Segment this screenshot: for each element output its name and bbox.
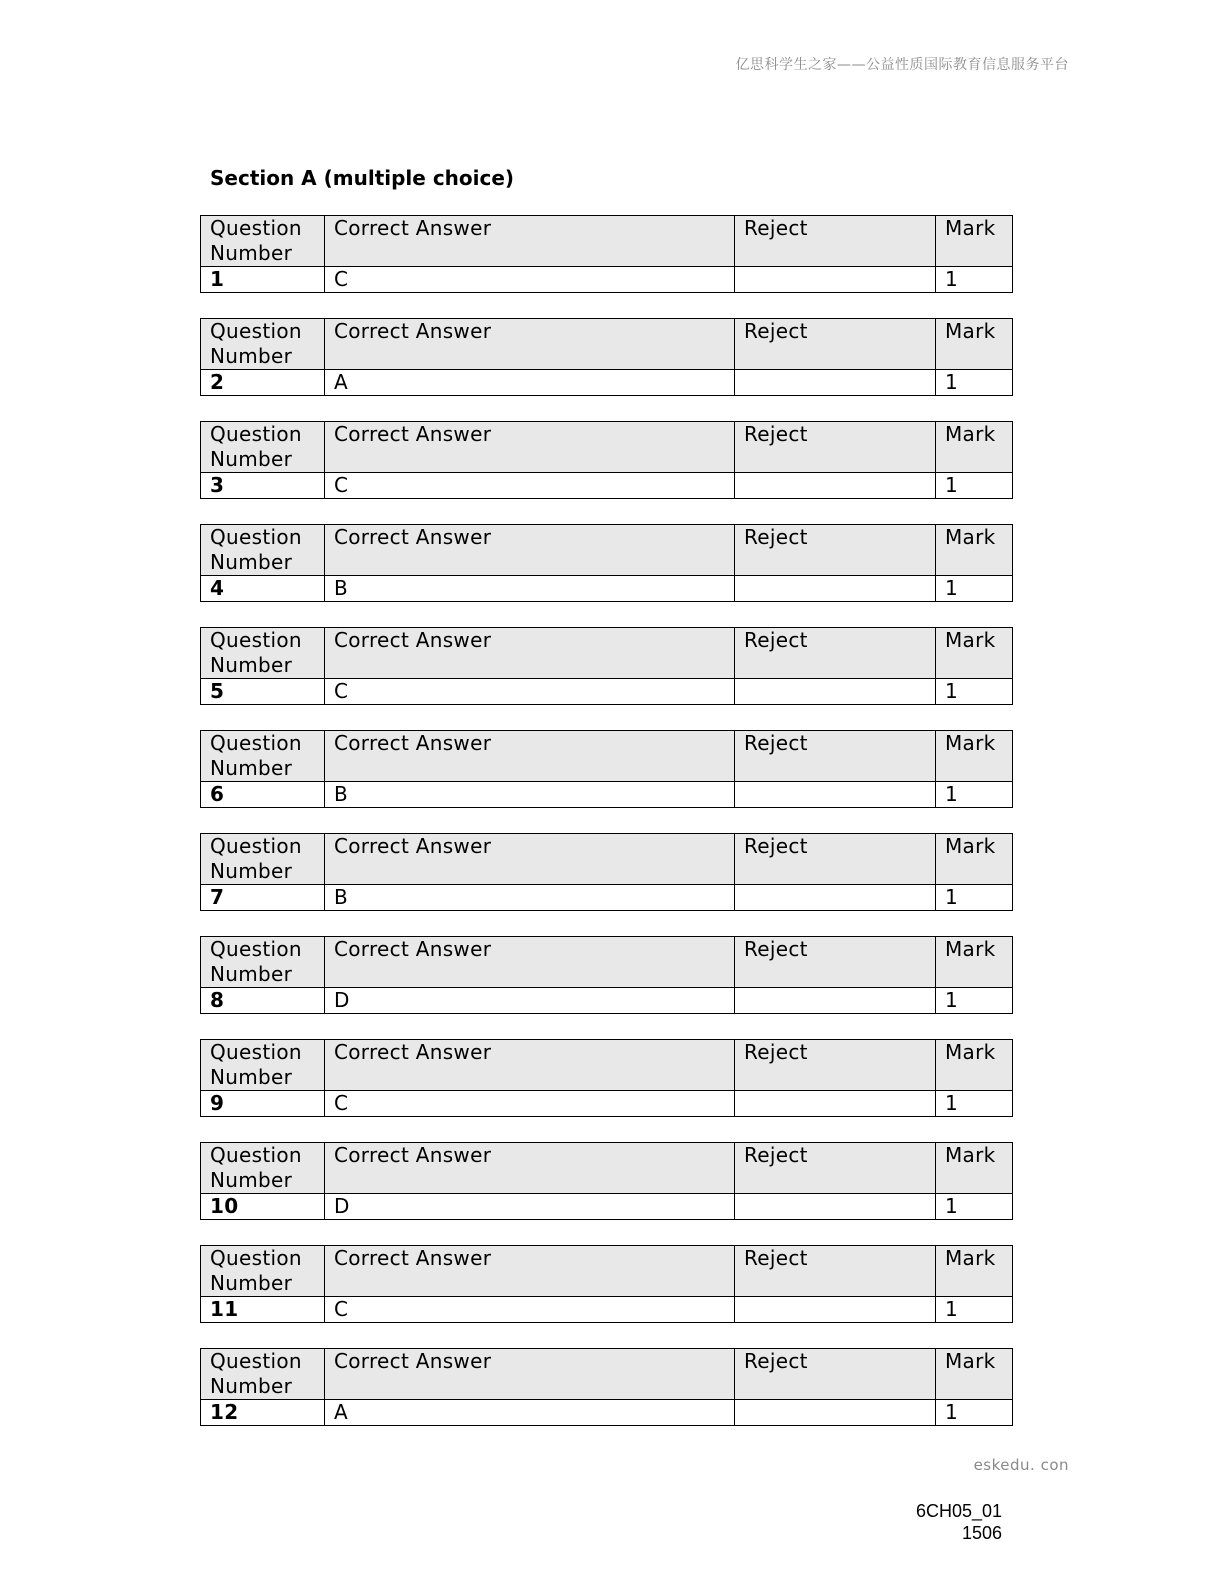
paper-code: 6CH05_01 bbox=[915, 1501, 1002, 1521]
reject-cell bbox=[735, 988, 936, 1014]
question-number: 6 bbox=[201, 782, 325, 808]
header-question-number: Question Number bbox=[201, 834, 325, 885]
question-number: 9 bbox=[201, 1091, 325, 1117]
header-mark: Mark bbox=[936, 1349, 1013, 1400]
header-mark: Mark bbox=[936, 628, 1013, 679]
header-row bbox=[201, 422, 1013, 473]
reject-cell bbox=[735, 885, 936, 911]
mark-cell: 1 bbox=[936, 370, 1013, 396]
question-number: 11 bbox=[201, 1297, 325, 1323]
header-row bbox=[201, 1246, 1013, 1297]
mark-cell: 1 bbox=[936, 1091, 1013, 1117]
question-table bbox=[200, 1348, 1013, 1426]
reject-cell bbox=[735, 782, 936, 808]
correct-answer: B bbox=[325, 782, 735, 808]
header-mark: Mark bbox=[936, 422, 1013, 473]
question-table bbox=[200, 421, 1013, 499]
correct-answer: A bbox=[325, 1400, 735, 1426]
correct-answer: C bbox=[325, 267, 735, 293]
header-mark: Mark bbox=[936, 216, 1013, 267]
header-row bbox=[201, 216, 1013, 267]
header-correct-answer: Correct Answer bbox=[325, 731, 735, 782]
header-mark: Mark bbox=[936, 1143, 1013, 1194]
question-table bbox=[200, 318, 1013, 396]
mark-cell: 1 bbox=[936, 1194, 1013, 1220]
question-table bbox=[200, 936, 1013, 1014]
header-reject: Reject bbox=[735, 834, 936, 885]
table-row bbox=[201, 679, 1013, 705]
header-row bbox=[201, 1349, 1013, 1400]
question-table bbox=[200, 1142, 1013, 1220]
question-number: 7 bbox=[201, 885, 325, 911]
header-reject: Reject bbox=[735, 525, 936, 576]
table-row bbox=[201, 576, 1013, 602]
header-row bbox=[201, 731, 1013, 782]
reject-cell bbox=[735, 1194, 936, 1220]
header-question-number: Question Number bbox=[201, 731, 325, 782]
paper-code-block bbox=[916, 1500, 1002, 1544]
header-row bbox=[201, 628, 1013, 679]
header-correct-answer: Correct Answer bbox=[325, 834, 735, 885]
header-reject: Reject bbox=[735, 937, 936, 988]
header-reject: Reject bbox=[735, 1040, 936, 1091]
table-row bbox=[201, 370, 1013, 396]
table-row bbox=[201, 473, 1013, 499]
header-row bbox=[201, 834, 1013, 885]
header-row bbox=[201, 525, 1013, 576]
mark-cell: 1 bbox=[936, 988, 1013, 1014]
reject-cell bbox=[735, 1091, 936, 1117]
header-mark: Mark bbox=[936, 319, 1013, 370]
header-correct-answer: Correct Answer bbox=[325, 628, 735, 679]
header-question-number: Question Number bbox=[201, 1143, 325, 1194]
header-correct-answer: Correct Answer bbox=[325, 422, 735, 473]
reject-cell bbox=[735, 679, 936, 705]
mark-cell: 1 bbox=[936, 885, 1013, 911]
question-table bbox=[200, 627, 1013, 705]
table-row bbox=[201, 1194, 1013, 1220]
mark-cell: 1 bbox=[936, 473, 1013, 499]
correct-answer: C bbox=[325, 473, 735, 499]
correct-answer: C bbox=[325, 1091, 735, 1117]
header-question-number: Question Number bbox=[201, 422, 325, 473]
question-number: 5 bbox=[201, 679, 325, 705]
table-row bbox=[201, 267, 1013, 293]
table-row bbox=[201, 1400, 1013, 1426]
header-mark: Mark bbox=[936, 731, 1013, 782]
correct-answer: A bbox=[325, 370, 735, 396]
header-question-number: Question Number bbox=[201, 1349, 325, 1400]
header-reject: Reject bbox=[735, 1349, 936, 1400]
mark-cell: 1 bbox=[936, 576, 1013, 602]
answer-tables bbox=[200, 215, 1013, 1451]
header-correct-answer: Correct Answer bbox=[325, 1143, 735, 1194]
mark-cell: 1 bbox=[936, 679, 1013, 705]
header-question-number: Question Number bbox=[201, 216, 325, 267]
question-table bbox=[200, 524, 1013, 602]
question-table bbox=[200, 1039, 1013, 1117]
question-table bbox=[200, 730, 1013, 808]
header-reject: Reject bbox=[735, 216, 936, 267]
header-row bbox=[201, 937, 1013, 988]
reject-cell bbox=[735, 267, 936, 293]
header-correct-answer: Correct Answer bbox=[325, 1349, 735, 1400]
header-note: 亿思科学生之家——公益性质国际教育信息服务平台 bbox=[735, 57, 1069, 73]
header-reject: Reject bbox=[735, 422, 936, 473]
table-row bbox=[201, 885, 1013, 911]
header-correct-answer: Correct Answer bbox=[325, 525, 735, 576]
header-reject: Reject bbox=[735, 319, 936, 370]
session-code: 1506 bbox=[961, 1523, 1002, 1543]
correct-answer: C bbox=[325, 679, 735, 705]
correct-answer: B bbox=[325, 885, 735, 911]
table-row bbox=[201, 1091, 1013, 1117]
header-reject: Reject bbox=[735, 1143, 936, 1194]
header-question-number: Question Number bbox=[201, 1246, 325, 1297]
correct-answer: D bbox=[325, 1194, 735, 1220]
question-table bbox=[200, 1245, 1013, 1323]
mark-cell: 1 bbox=[936, 782, 1013, 808]
header-correct-answer: Correct Answer bbox=[325, 937, 735, 988]
header-correct-answer: Correct Answer bbox=[325, 1246, 735, 1297]
question-number: 3 bbox=[201, 473, 325, 499]
mark-cell: 1 bbox=[936, 1400, 1013, 1426]
question-number: 1 bbox=[201, 267, 325, 293]
reject-cell bbox=[735, 576, 936, 602]
question-number: 8 bbox=[201, 988, 325, 1014]
header-correct-answer: Correct Answer bbox=[325, 319, 735, 370]
header-reject: Reject bbox=[735, 628, 936, 679]
header-mark: Mark bbox=[936, 1040, 1013, 1091]
reject-cell bbox=[735, 370, 936, 396]
mark-cell: 1 bbox=[936, 267, 1013, 293]
header-question-number: Question Number bbox=[201, 1040, 325, 1091]
reject-cell bbox=[735, 473, 936, 499]
correct-answer: D bbox=[325, 988, 735, 1014]
header-row bbox=[201, 1040, 1013, 1091]
table-row bbox=[201, 782, 1013, 808]
question-number: 2 bbox=[201, 370, 325, 396]
header-mark: Mark bbox=[936, 525, 1013, 576]
question-number: 12 bbox=[201, 1400, 325, 1426]
header-correct-answer: Correct Answer bbox=[325, 1040, 735, 1091]
header-question-number: Question Number bbox=[201, 628, 325, 679]
header-correct-answer: Correct Answer bbox=[325, 216, 735, 267]
mark-cell: 1 bbox=[936, 1297, 1013, 1323]
header-question-number: Question Number bbox=[201, 937, 325, 988]
header-row bbox=[201, 1143, 1013, 1194]
table-row bbox=[201, 988, 1013, 1014]
correct-answer: B bbox=[325, 576, 735, 602]
question-number: 10 bbox=[201, 1194, 325, 1220]
correct-answer: C bbox=[325, 1297, 735, 1323]
question-number: 4 bbox=[201, 576, 325, 602]
watermark: eskedu. con bbox=[973, 1456, 1069, 1474]
header-mark: Mark bbox=[936, 834, 1013, 885]
header-mark: Mark bbox=[936, 1246, 1013, 1297]
question-table bbox=[200, 215, 1013, 293]
section-title: Section A (multiple choice) bbox=[210, 166, 515, 190]
header-reject: Reject bbox=[735, 731, 936, 782]
header-question-number: Question Number bbox=[201, 319, 325, 370]
header-mark: Mark bbox=[936, 937, 1013, 988]
header-question-number: Question Number bbox=[201, 525, 325, 576]
reject-cell bbox=[735, 1297, 936, 1323]
question-table bbox=[200, 833, 1013, 911]
reject-cell bbox=[735, 1400, 936, 1426]
header-reject: Reject bbox=[735, 1246, 936, 1297]
header-row bbox=[201, 319, 1013, 370]
table-row bbox=[201, 1297, 1013, 1323]
